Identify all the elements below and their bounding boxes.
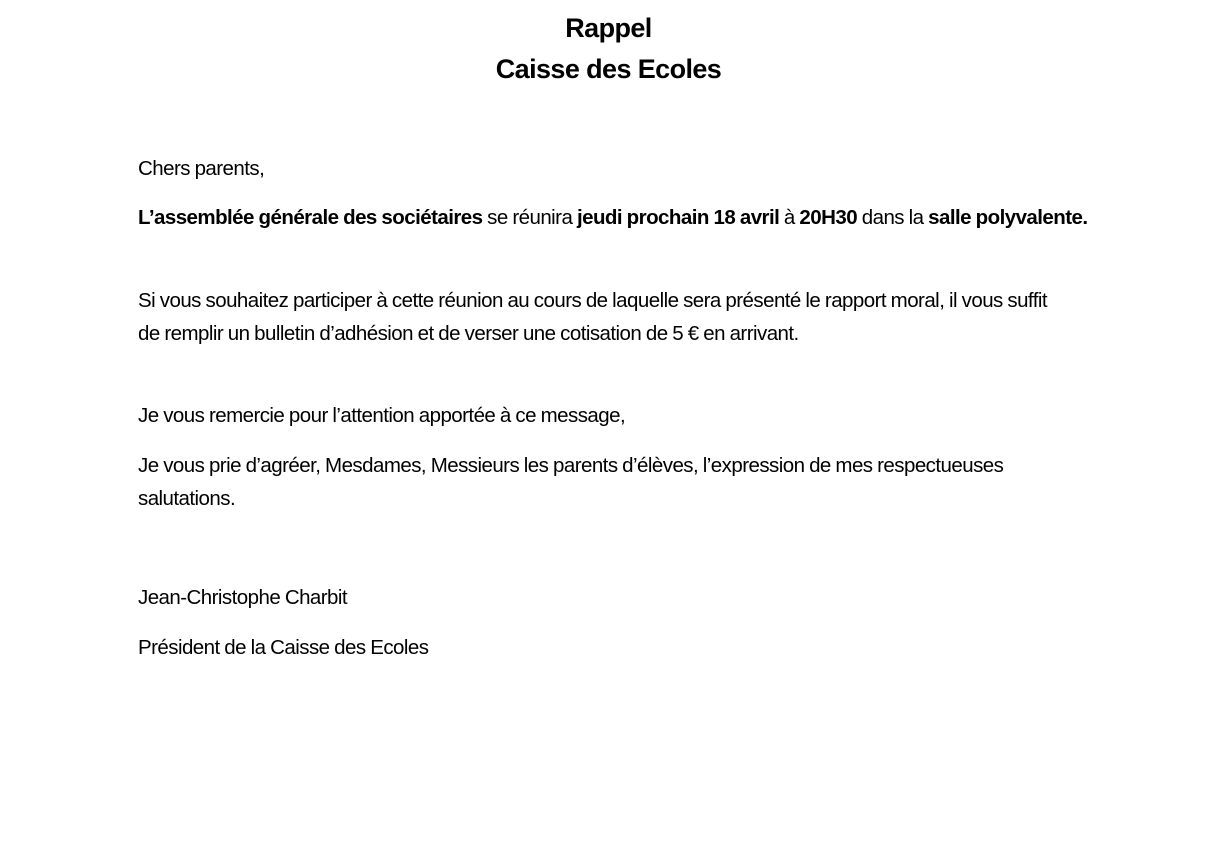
document-subtitle: Caisse des Ecoles <box>495 54 722 84</box>
signature-role: Président de la Caisse des Ecoles <box>138 636 429 659</box>
document-title: Rappel <box>565 13 652 43</box>
paragraph-participation: Si vous souhaitez participer à cette réunion au cours de laquelle sera présenté le rapport moral, il vous suffit de remplir un bulletin d’adhésion et de verser une cotisation de 5 € en arrivant. <box>138 289 1048 345</box>
meeting-date: jeudi prochain 18 avril <box>576 206 780 229</box>
text: à <box>779 206 800 229</box>
paragraph-meeting <box>138 201 1098 234</box>
paragraph-closing: Je vous prie d’agréer, Mesdames, Messieurs les parents d’élèves, l’expression de mes respectueuses salutations. <box>138 454 1004 510</box>
meeting-place: salle polyvalente. <box>928 206 1088 229</box>
greeting: Chers parents, <box>138 157 265 180</box>
text: dans la <box>857 206 929 229</box>
meeting-subject: L’assemblée générale des sociétaires <box>138 206 483 229</box>
signature-name: Jean-Christophe Charbit <box>138 586 348 609</box>
text: se réunira <box>482 206 577 229</box>
meeting-time: 20H30 <box>799 206 858 229</box>
paragraph-thanks: Je vous remercie pour l’attention apportée à ce message, <box>138 404 626 427</box>
